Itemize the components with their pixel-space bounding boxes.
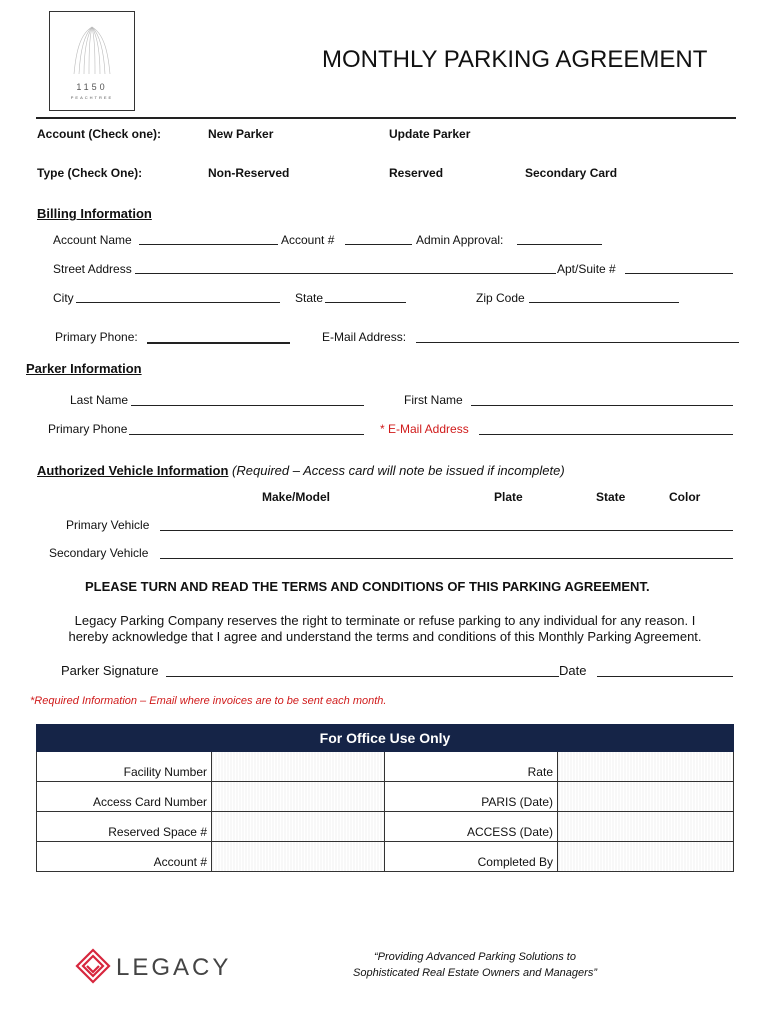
- legacy-brand-text: LEGACY: [116, 954, 232, 981]
- logo-number: 1150: [76, 82, 108, 92]
- footer-quote-2: Sophisticated Real Estate Owners and Managers”: [353, 967, 597, 979]
- paris-date-cell[interactable]: [558, 782, 734, 812]
- billing-email-field[interactable]: [416, 342, 739, 343]
- zip-code-field[interactable]: [529, 302, 679, 303]
- access-card-number-cell[interactable]: [212, 782, 385, 812]
- zip-code-label: Zip Code: [476, 291, 525, 305]
- office-use-table: [36, 724, 734, 872]
- date-field[interactable]: [597, 676, 733, 677]
- rate-cell[interactable]: [558, 752, 734, 782]
- facility-number-label: Facility Number: [37, 752, 212, 782]
- city-label: City: [53, 291, 74, 305]
- street-address-field[interactable]: [135, 273, 556, 274]
- secondary-vehicle-field[interactable]: [160, 558, 733, 559]
- signature-label: Parker Signature: [61, 663, 159, 678]
- account-check-label: Account (Check one):: [37, 127, 162, 141]
- logo-subtext: PEACHTREE: [70, 95, 114, 100]
- reserved-space-cell[interactable]: [212, 812, 385, 842]
- parker-email-label: * E-Mail Address: [380, 422, 469, 436]
- date-label: Date: [559, 663, 587, 678]
- parker-email-field[interactable]: [479, 434, 733, 435]
- plate-header: Plate: [494, 490, 523, 504]
- make-model-header: Make/Model: [262, 490, 331, 504]
- parker-heading: Parker Information: [26, 361, 142, 376]
- admin-approval-field[interactable]: [517, 244, 602, 245]
- building-logo: [49, 11, 135, 111]
- non-reserved-option[interactable]: Non-Reserved: [208, 166, 290, 180]
- table-row: [37, 782, 734, 812]
- state-header: State: [596, 490, 626, 504]
- first-name-label: First Name: [404, 393, 463, 407]
- street-address-label: Street Address: [53, 262, 132, 276]
- table-row: [37, 842, 734, 872]
- legacy-mark-icon: [74, 947, 112, 985]
- state-field[interactable]: [325, 302, 406, 303]
- update-parker-option[interactable]: Update Parker: [389, 127, 471, 141]
- last-name-field[interactable]: [131, 405, 364, 406]
- office-use-heading: For Office Use Only: [37, 725, 734, 752]
- signature-field[interactable]: [166, 676, 559, 677]
- apt-suite-field[interactable]: [625, 273, 733, 274]
- rate-label: Rate: [385, 752, 558, 782]
- office-account-cell[interactable]: [212, 842, 385, 872]
- reserved-option[interactable]: Reserved: [389, 166, 444, 180]
- access-date-cell[interactable]: [558, 812, 734, 842]
- account-name-label: Account Name: [53, 233, 132, 247]
- last-name-label: Last Name: [70, 393, 129, 407]
- billing-phone-field[interactable]: [147, 342, 290, 344]
- admin-approval-label: Admin Approval:: [416, 233, 504, 247]
- billing-phone-label: Primary Phone:: [55, 330, 138, 344]
- table-row: [37, 812, 734, 842]
- state-label: State: [295, 291, 324, 305]
- account-name-field[interactable]: [139, 244, 278, 245]
- required-info-note: *Required Information – Email where invoices are to be sent each month.: [30, 695, 387, 707]
- reserved-space-label: Reserved Space #: [37, 812, 212, 842]
- title-divider: [36, 117, 736, 119]
- account-number-field[interactable]: [345, 244, 412, 245]
- first-name-field[interactable]: [471, 405, 733, 406]
- type-check-label: Type (Check One):: [37, 166, 143, 180]
- vehicle-note: (Required – Access card will note be issued if incomplete): [232, 463, 565, 478]
- terms-line-2: hereby acknowledge that I agree and understand the terms and conditions of this Monthly Parking Agreement.: [68, 629, 702, 644]
- access-date-label: ACCESS (Date): [385, 812, 558, 842]
- office-account-label: Account #: [37, 842, 212, 872]
- apt-suite-label: Apt/Suite #: [557, 262, 616, 276]
- completed-by-label: Completed By: [385, 842, 558, 872]
- secondary-card-option[interactable]: Secondary Card: [525, 166, 618, 180]
- new-parker-option[interactable]: New Parker: [208, 127, 274, 141]
- billing-heading: Billing Information: [37, 206, 152, 221]
- primary-vehicle-field[interactable]: [160, 530, 733, 531]
- account-number-label: Account #: [281, 233, 335, 247]
- city-field[interactable]: [76, 302, 280, 303]
- table-row: [37, 752, 734, 782]
- access-card-number-label: Access Card Number: [37, 782, 212, 812]
- primary-vehicle-label: Primary Vehicle: [66, 518, 150, 532]
- parker-phone-label: Primary Phone: [48, 422, 128, 436]
- paris-date-label: PARIS (Date): [385, 782, 558, 812]
- secondary-vehicle-label: Secondary Vehicle: [49, 546, 149, 560]
- vehicle-heading: Authorized Vehicle Information: [37, 463, 229, 478]
- completed-by-cell[interactable]: [558, 842, 734, 872]
- color-header: Color: [669, 490, 701, 504]
- terms-line-1: Legacy Parking Company reserves the right to terminate or refuse parking to any individual for any reason. I: [74, 613, 696, 628]
- facility-number-cell[interactable]: [212, 752, 385, 782]
- billing-email-label: E-Mail Address:: [322, 330, 407, 344]
- terms-heading: PLEASE TURN AND READ THE TERMS AND CONDITIONS OF THIS PARKING AGREEMENT.: [85, 579, 650, 594]
- page-title: MONTHLY PARKING AGREEMENT: [322, 46, 708, 73]
- footer-quote-1: “Providing Advanced Parking Solutions to: [374, 951, 576, 963]
- parker-phone-field[interactable]: [129, 434, 364, 435]
- vehicle-heading-line: [37, 463, 565, 478]
